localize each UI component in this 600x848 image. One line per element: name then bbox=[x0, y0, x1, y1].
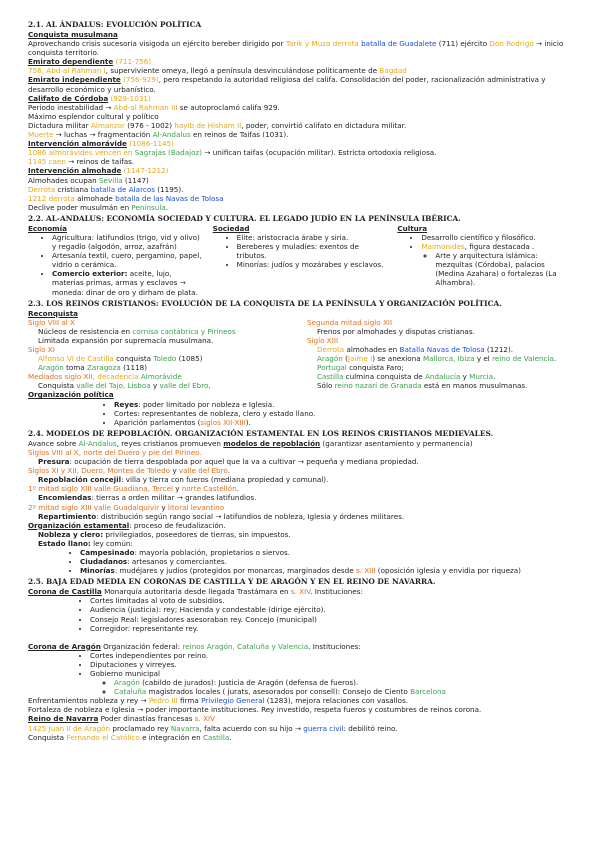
economia-list bbox=[28, 233, 205, 297]
almohade-line-3: 1212 derrota almohade batalla de las Navas de Tolosa bbox=[28, 193, 224, 203]
section-title-2-5: 2.5. BAJA EDAD MEDIA EN CORONAS DE CASTILLA Y DE ARAGÓN Y EN EL REINO DE NAVARRA. bbox=[28, 577, 436, 587]
column-sociedad bbox=[213, 224, 390, 297]
s11-line-2: Aragón toma Zaragoza (1118) bbox=[38, 363, 148, 373]
period-s11: Siglo XI bbox=[28, 345, 55, 354]
estamental-heading: Organización estamental: proceso de feudalización. bbox=[28, 520, 226, 530]
heading-cultura: Cultura bbox=[397, 223, 428, 233]
para-conquista: Aprovechando crisis sucesoria visigoda un ejército bereber dirigido por Tarik y Muza derrota batalla de Guadalete (711) ejército Don Rodrigo → inicio conquista territorio. bbox=[28, 39, 564, 58]
list-item: • Corregidor: representante rey. bbox=[90, 624, 574, 633]
castilla-list bbox=[28, 596, 574, 632]
almohade-line-1: Almohades ocupan Sevilla (1147) bbox=[28, 175, 149, 185]
almoravide-line-2: 1145 caen → reinos de taifas. bbox=[28, 157, 135, 167]
column-cultura bbox=[397, 224, 574, 297]
period-s13: Siglo XIII bbox=[307, 335, 339, 345]
s13-line-2: Aragón (Jaime I) se anexiona Mallorca, Ibiza y el reino de Valencia. Portugal conquista Faro; bbox=[317, 354, 557, 373]
almohade-line-2: Derrota cristiana batalla de Alarcos (1195). bbox=[28, 184, 184, 194]
list-item: • Cortes limitadas al voto de subsidios. bbox=[90, 596, 574, 605]
heading-reconquista: Reconquista bbox=[28, 308, 79, 318]
section-title-2-3: 2.3. LOS REINOS CRISTIANOS: EVOLUCIÓN DE LA CONQUISTA DE LA PENÍNSULA Y ORGANIZACIÓN POLÍTICA. bbox=[28, 298, 502, 308]
s12m-line-1: Frenos por almohades y disputas cristianas. bbox=[317, 326, 475, 336]
repob-period-1: Siglos VIII al X, norte del Duero y pie del Pirineo. bbox=[28, 447, 202, 457]
reconquista-columns bbox=[28, 309, 574, 391]
list-item: • Minorías: mudéjares y judíos (protegidos por monarcas, marginados desde s. XIII (oposición iglesia y envidia por riqueza) bbox=[80, 566, 574, 575]
nobleza-line: Nobleza y clero: privilegiados, poseedores de tierras, sin impuestos. bbox=[38, 529, 291, 539]
heading-sociedad: Sociedad bbox=[212, 223, 250, 233]
reconquista-right bbox=[307, 309, 574, 391]
aragon-heading: Corona de Aragón Organización federal: reinos Aragón, Cataluña y Valencia. Instituciones: bbox=[28, 641, 361, 651]
fortaleza-line: Fortaleza de nobleza e Iglesia → poder importante instituciones. Rey investido, respeta fueros y costumbres de reinos corona. bbox=[28, 705, 482, 715]
para-emirato-indep: Emirato independiente (756-929), pero respetando la autoridad religiosa del califa. Consolidación del poder, racionalización administrativa y desarrollo económico y urbanístico. bbox=[28, 75, 546, 94]
s8-line-1: Núcleos de resistencia en cornisa cantábrica y Pirineos bbox=[38, 326, 236, 336]
almohade-line-4: Declive poder musulmán en Península. bbox=[28, 202, 169, 212]
cultura-list bbox=[397, 233, 574, 288]
castilla-heading: Corona de Castilla Monarquía autoritaria desde llegada Trastámara en s. XIV. Instituciones: bbox=[28, 587, 363, 597]
organizacion-list bbox=[28, 400, 574, 427]
period-s12: Mediados siglo XII, decadencia Almorávide bbox=[28, 372, 182, 382]
column-economia bbox=[28, 224, 205, 297]
repob-period-3: 1º mitad siglo XIII valle Guadiana, Tercel y norte Castellón. bbox=[28, 484, 239, 494]
navarra-line-1: 1425 Juan II de Aragón proclamado rey Navarra, falta acuerdo con su hijo → guerra civil: debilitó reino. bbox=[28, 723, 398, 733]
list-item: • Aparición parlamentos (siglos XII-XIII). bbox=[114, 418, 574, 427]
s13-line-4: Sólo reino nazarí de Granada está en manos musulmanas. bbox=[317, 381, 528, 391]
s13-line-3: Castilla culmina conquista de Andalucía y Murcia. bbox=[317, 372, 496, 382]
repartimiento-line: Repartimiento: distribución según rango social → latifundios de nobleza, Iglesia y órdenes militares. bbox=[38, 511, 405, 521]
list-item: ◦ Arte y arquitectura islámica: mezquitas (Córdoba), palacios (Medina Azahara) o fortalezas (La Alhambra). bbox=[435, 251, 574, 287]
list-item: • Audiencia (justicia): rey; Hacienda y condestable (dirige ejército). bbox=[90, 605, 574, 614]
heading-califato: Califato de Córdoba (929-1031) bbox=[28, 93, 151, 103]
section-title-2-1: 2.1. AL ÁNDALUS: EVOLUCIÓN POLÍTICA bbox=[28, 20, 202, 29]
aragon-list bbox=[28, 651, 574, 696]
para-emirato-dep: 756, Abd-al Rahman I, superviviente omeya, llegó a península desvinculándose políticamente de Bagdad bbox=[28, 66, 407, 76]
califato-line-3: Dictadura militar Almanzor (976 - 1002) hayib de Hisham II, poder, convirtió califato en dictadura militar. bbox=[28, 120, 407, 130]
heading-almoravide: Intervención almorávide (1086-1145) bbox=[28, 139, 174, 149]
period-s12-second-half: Segunda mitad siglo XII bbox=[307, 317, 393, 327]
s13-line-1: Derrota almohades en Batalla Navas de Tolosa (1212). bbox=[317, 344, 514, 354]
califato-line-2: Máximo esplendor cultural y político bbox=[28, 111, 159, 121]
presura-line: Presura: ocupación de tierra despoblada por aquel que la va a cultivar → pequeña y mediana propiedad. bbox=[38, 457, 419, 467]
estado-llano-line: Estado llano: ley común: bbox=[38, 538, 133, 548]
list-item: • Reyes: poder limitado por nobleza e Iglesia. bbox=[114, 400, 574, 409]
heading-almohade: Intervención almohade (1147-1212) bbox=[28, 166, 169, 176]
list-item: • Consejo Real: legisladores asesoraban rey. Concejo (municipal) bbox=[90, 615, 574, 624]
list-item: • Agricultura: latifundios (trigo, vid y olivo) y regadío (algodón, arroz, azafrán) bbox=[52, 233, 205, 251]
list-item: ◦ Cataluña magistrados locales ( jurats, asesorados por consell): Consejo de Ciento Barcelona bbox=[114, 687, 574, 696]
list-item: • Maimónides, figura destacada . ◦ Arte y arquitectura islámica: mezquitas (Córdoba), palacios (Medina Azahara) o fortalezas (La Alhambra). bbox=[421, 242, 574, 287]
enfrentamientos-line: Enfrentamientos nobleza y rey → Pedro III firma Privilegio General (1283), mejora relaciones con vasallos. bbox=[28, 696, 409, 706]
list-item: • Campesinado: mayoría población, propietarios o siervos. bbox=[80, 548, 574, 557]
califato-line-1: Periodo inestabilidad → Abd-al Rahman III se autoproclamó califa 929. bbox=[28, 102, 280, 112]
list-item: • Ciudadanos: artesanos y comerciantes. bbox=[80, 557, 574, 566]
califato-line-4: Muerte → luchas → fragmentación Al-Andalus en reinos de Taifas (1031). bbox=[28, 130, 289, 140]
list-item: • Cortes: representantes de nobleza, clero y estado llano. bbox=[114, 409, 574, 418]
estado-llano-list bbox=[28, 548, 574, 575]
list-item: • Desarrollo científico y filosófico. bbox=[421, 233, 574, 242]
list-item: ◦ Aragón (cabildo de jurados): Justicia de Aragón (defensa de fueros). bbox=[114, 678, 574, 687]
reconquista-left bbox=[28, 309, 295, 391]
s11-line-1: Alfonso VI de Castilla conquista Toledo (1085) bbox=[38, 354, 203, 364]
period-s8: Siglo VIII al X bbox=[28, 317, 75, 327]
section-title-2-4: 2.4. MODELOS DE REPOBLACIÓN. ORGANIZACIÓN ESTAMENTAL EN LOS REINOS CRISTIANOS MEDIEVALES. bbox=[28, 428, 494, 438]
s8-line-2: Limitada expansión por supremacía musulmana. bbox=[38, 335, 214, 345]
navarra-line-2: Conquista Fernando el Católico e integración en Castilla. bbox=[28, 732, 232, 742]
concejil-line: Repoblación concejil: villa y tierra con fueros (mediana propiedad y comunal). bbox=[38, 475, 329, 485]
navarra-heading: Reino de Navarra Poder dinastías francesas s. XIV bbox=[28, 714, 216, 724]
list-item: • Comercio exterior: aceite, lujo, materias primas, armas y esclavos → moneda: dinar de oro y dirham de plata. bbox=[52, 269, 205, 296]
repob-period-2: Siglos XI y XII, Duero, Montes de Toledo y valle del Ebro. bbox=[28, 466, 230, 476]
list-item: • Gobierno municipal ◦ Aragón (cabildo de jurados): Justicia de Aragón (defensa de fueros). ◦ Cataluña magistrados locales ( jurats, asesorados por consell): Consejo de Ciento Barcelona bbox=[90, 669, 574, 696]
list-item: • Bereberes y muladíes: exentos de tributos. bbox=[237, 242, 390, 260]
list-item: • Diputaciones y virreyes. bbox=[90, 660, 574, 669]
economy-society-culture-columns bbox=[28, 224, 574, 297]
encomiendas-line: Encomiendas: tierras a orden militar → grandes latifundios. bbox=[38, 493, 257, 503]
s12-line-1: Conquista valle del Tajo, Lisboa y valle del Ebro. bbox=[38, 381, 211, 391]
almoravide-line-1: 1086 almorávides vencen en Sagrajas (Badajoz) → unifican taifas (ocupación militar). Estricta ortodoxia religiosa. bbox=[28, 148, 437, 158]
heading-organizacion-politica: Organización política bbox=[28, 390, 114, 400]
repob-period-4: 2º mitad siglo XIII valle Guadalquivir y litoral levantino bbox=[28, 502, 225, 512]
sociedad-list bbox=[213, 233, 390, 269]
heading-emirato-dep: Emirato dependiente (711-756) bbox=[28, 57, 152, 67]
heading-economia: Economía bbox=[28, 223, 67, 233]
list-item: • Minorías: judíos y mozárabes y esclavos. bbox=[237, 260, 390, 269]
section-title-2-2: 2.2. AL-ANDALUS: ECONOMÍA SOCIEDAD Y CULTURA. EL LEGADO JUDÍO EN LA PENÍNSULA IBÉRICA. bbox=[28, 213, 461, 223]
list-item: • Cortes independientes por reino. bbox=[90, 651, 574, 660]
repoblacion-intro: Avance sobre Al-Andalus, reyes cristianos promueven modelos de repoblación (garantizar asentamiento y permanencia) bbox=[28, 438, 473, 448]
heading-conquista: Conquista musulmana bbox=[28, 30, 118, 39]
list-item: • Artesanía textil, cuero, pergamino, papel, vidrio o cerámica. bbox=[52, 251, 205, 269]
list-item: • Élite: aristocracia árabe y siria. bbox=[237, 233, 390, 242]
